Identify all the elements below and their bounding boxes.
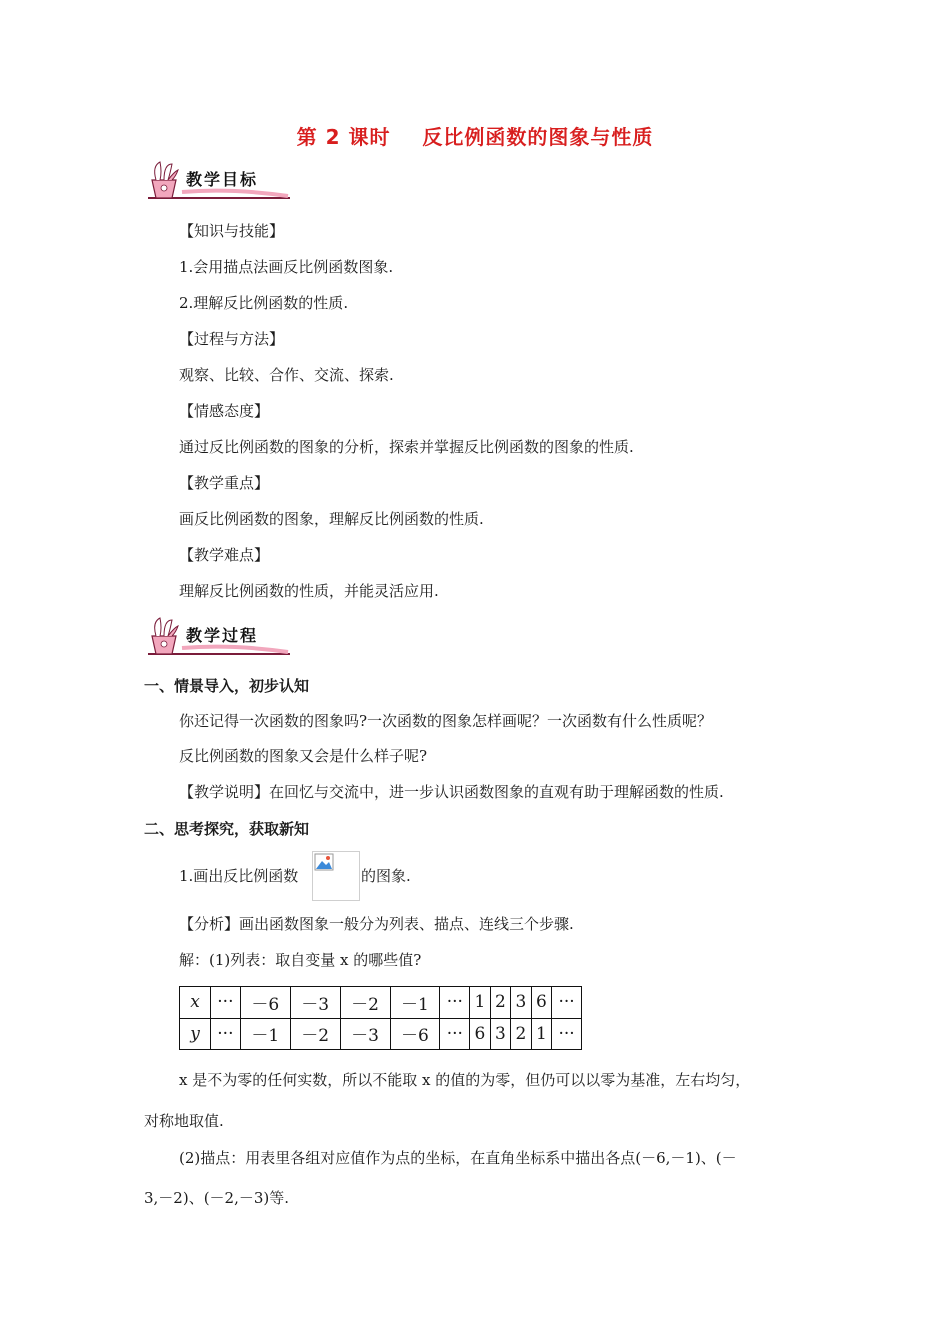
page-title: 第 2 课时 反比例函数的图象与性质 — [296, 125, 654, 149]
solution-step1: 解：(1)列表：取自变量 x 的哪些值? — [179, 951, 422, 969]
table-cell: ··· — [211, 1018, 241, 1050]
section1-heading: 一、情景导入，初步认知 — [144, 677, 310, 695]
table-cell: －3 — [290, 987, 340, 1019]
section1-question-2: 反比例函数的图象又会是什么样子呢? — [179, 747, 428, 765]
formula-image — [312, 851, 360, 901]
item1-text-before: 1.画出反比例函数 — [179, 867, 299, 885]
table-cell: 1 — [531, 1018, 551, 1050]
difficulty-text: 理解反比例函数的性质，并能灵活应用. — [179, 582, 439, 600]
emotion-text: 通过反比例函数的图象的分析，探索并掌握反比例函数的图象的性质. — [179, 438, 634, 456]
knowledge-item-2: 2.理解反比例函数的性质. — [179, 294, 349, 312]
table-cell: －2 — [290, 1018, 340, 1050]
difficulty-heading: 【教学难点】 — [179, 546, 270, 564]
emotion-heading: 【情感态度】 — [179, 402, 270, 420]
table-cell: 2 — [511, 1018, 531, 1050]
table-cell: ··· — [211, 987, 241, 1019]
table-cell: －3 — [340, 1018, 390, 1050]
table-cell: －6 — [240, 987, 290, 1019]
section-badge-goals — [142, 158, 292, 202]
table-cell: ··· — [440, 987, 470, 1019]
explain-line-2: 对称地取值. — [144, 1112, 224, 1130]
table-cell: ··· — [552, 987, 582, 1019]
table-cell: y — [180, 1018, 211, 1050]
table-cell: －1 — [390, 987, 440, 1019]
knowledge-heading: 【知识与技能】 — [179, 222, 285, 240]
key-heading: 【教学重点】 — [179, 474, 270, 492]
method-heading: 【过程与方法】 — [179, 330, 285, 348]
section1-question-1: 你还记得一次函数的图象吗?一次函数的图象怎样画呢？一次函数有什么性质呢？ — [179, 712, 713, 730]
table-cell: 2 — [490, 987, 510, 1019]
table-row-y — [180, 1018, 582, 1050]
table-row-x — [180, 987, 582, 1019]
table-cell: 3 — [490, 1018, 510, 1050]
table-cell: －1 — [240, 1018, 290, 1050]
table-cell: 1 — [470, 987, 490, 1019]
table-cell: 3 — [511, 987, 531, 1019]
step2-line-1: (2)描点：用表里各组对应值作为点的坐标，在直角坐标系中描出各点(－6,－1)、(－ — [179, 1149, 737, 1167]
table-cell: x — [180, 987, 211, 1019]
badge-label: 教学目标 — [186, 170, 259, 189]
table-cell: 6 — [531, 987, 551, 1019]
method-text: 观察、比较、合作、交流、探索. — [179, 366, 394, 384]
section2-heading: 二、思考探究，获取新知 — [144, 820, 310, 838]
step2-line-2: 3,－2)、(－2,－3)等. — [144, 1189, 290, 1207]
badge-label: 教学过程 — [186, 626, 259, 645]
item1-text-after: 的图象. — [361, 867, 411, 885]
table-cell: 6 — [470, 1018, 490, 1050]
table-cell: －6 — [390, 1018, 440, 1050]
knowledge-item-1: 1.会用描点法画反比例函数图象. — [179, 258, 394, 276]
analysis-text: 【分析】画出函数图象一般分为列表、描点、连线三个步骤. — [179, 915, 574, 933]
broken-image-icon — [314, 853, 334, 871]
explain-line-1: x 是不为零的任何实数，所以不能取 x 的值的为零，但仍可以以零为基准，左右均匀， — [179, 1071, 751, 1089]
table-cell: ··· — [440, 1018, 470, 1050]
section1-note: 【教学说明】在回忆与交流中，进一步认识函数图象的直观有助于理解函数的性质. — [179, 783, 724, 801]
table-cell: ··· — [552, 1018, 582, 1050]
table-cell: －2 — [340, 987, 390, 1019]
section-badge-process — [142, 614, 292, 658]
value-table — [179, 986, 582, 1050]
key-text: 画反比例函数的图象，理解反比例函数的性质. — [179, 510, 484, 528]
